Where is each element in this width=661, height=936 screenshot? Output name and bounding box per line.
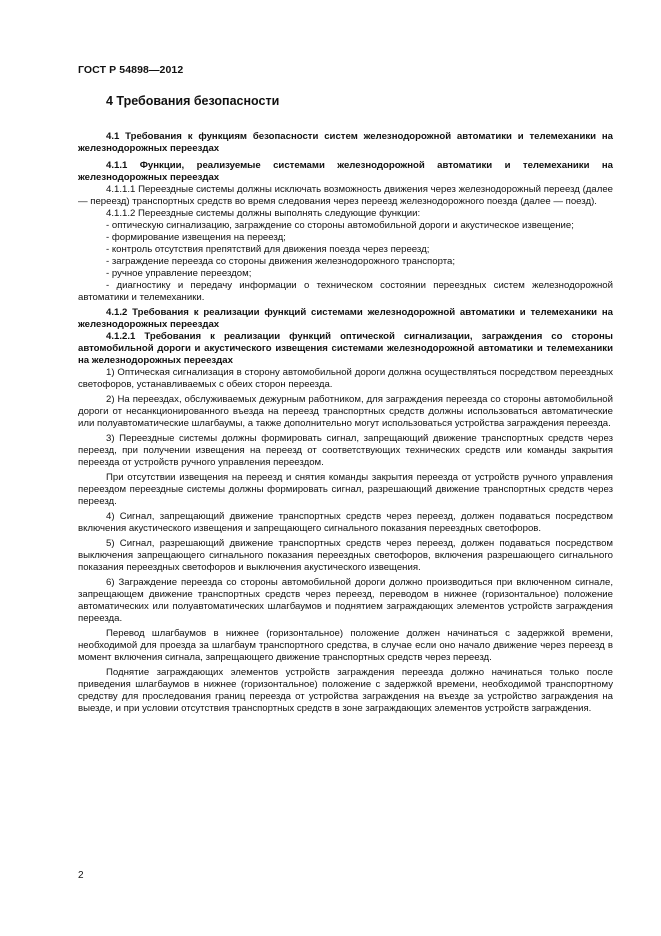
- paragraph: 4.1.1.2 Переездные системы должны выполнять следующие функции:: [106, 208, 421, 219]
- paragraph: 6) Заграждение переезда со стороны автомобильной дороги должно производиться при включенном сигнале, запрещающем движение транспортных средств через переезд, переводом в нижнее (горизонтальное) положение автоматических или полуавтоматических шлагбаумов и поднятием заграждающих элементов устройств заграждения переезда.: [78, 577, 613, 624]
- paragraph: 5) Сигнал, разрешающий движение транспортных средств через переезд, должен подаваться посредством выключения запрещающего сигнального показания переездных светофоров, включения разрешающего сигнального показания переездных светофоров и выключения акустического извещения.: [78, 538, 613, 573]
- paragraph: 2) На переездах, обслуживаемых дежурным работником, для заграждения переезда со стороны автомобильной дороги от несанкционированного въезда на переезд транспортных средств должны использоваться автоматические или полуавтоматические шлагбаумы, а также дополнительно могут использоваться устройства заграждения переезда.: [78, 394, 613, 429]
- paragraph: При отсутствии извещения на переезд и снятия команды закрытия переезда от устройств ручного управления переездом переездные системы должны формировать сигнал, разрешающий движение транспортных средств через переезд.: [78, 472, 613, 507]
- paragraph: 1) Оптическая сигнализация в сторону автомобильной дороги должна осуществляться посредством переездных светофоров, устанавливаемых с обеих сторон переезда.: [78, 367, 613, 390]
- paragraph: 4) Сигнал, запрещающий движение транспортных средств через переезд, должен подаваться посредством включения акустического извещения и запрещающего сигнального показания переездных светофоров.: [78, 511, 613, 534]
- document-body: [78, 94, 613, 715]
- subsection-heading: 4.1 Требования к функциям безопасности систем железнодорожной автоматики и телемеханики на железнодорожных переездах: [78, 131, 613, 154]
- subsection-heading: 4.1.2.1 Требования к реализации функций оптической сигнализации, заграждения со стороны автомобильной дороги и акустического извещения системами железнодорожной автоматики и телемеханики на железнодорожных переездах: [78, 331, 613, 366]
- list-item: - контроль отсутствия препятствий для движения поезда через переезд;: [106, 244, 430, 255]
- list-item: - ручное управление переездом;: [106, 268, 252, 279]
- list-item: - формирование извещения на переезд;: [106, 232, 286, 243]
- subsection-heading: 4.1.2 Требования к реализации функций системами железнодорожной автоматики и телемеханики на железнодорожных переездах: [78, 307, 613, 330]
- paragraph: 3) Переездные системы должны формировать сигнал, запрещающий движение транспортных средств через переезд, при получении извещения на переезд от соответствующих технических средств или команды закрытия переезда от устройств ручного управления переездом.: [78, 433, 613, 468]
- document-header: ГОСТ Р 54898—2012: [78, 64, 184, 76]
- page-number: 2: [78, 870, 84, 881]
- section-title: 4 Требования безопасности: [106, 94, 280, 108]
- list-item: - оптическую сигнализацию, заграждение со стороны автомобильной дороги и акустическое извещение;: [106, 220, 574, 231]
- paragraph: 4.1.1.1 Переездные системы должны исключать возможность движения через железнодорожный переезд (далее — переезд) транспортных средств во время следования через переезд железнодорожного поезда (далее — поезд).: [78, 184, 613, 207]
- paragraph: Поднятие заграждающих элементов устройств заграждения переезда должно начинаться только после приведения шлагбаумов в нижнее (горизонтальное) положение с задержкой времени, необходимой транспортному средству для проследования границ переезда от устройства заграждения на въезде за устройство заграждения на выезде, и при условии отсутствия транспортных средств в зоне заграждающих элементов устройств заграждения.: [78, 667, 613, 714]
- paragraph-list: [78, 131, 613, 715]
- list-item: - диагностику и передачу информации о техническом состоянии переездных систем железнодорожной автоматики и телемеханики.: [78, 280, 613, 303]
- list-item: - заграждение переезда со стороны движения железнодорожного транспорта;: [106, 256, 455, 267]
- subsection-heading: 4.1.1 Функции, реализуемые системами железнодорожной автоматики и телемеханики на железнодорожных переездах: [78, 160, 613, 183]
- paragraph: Перевод шлагбаумов в нижнее (горизонтальное) положение должен начинаться с задержкой времени, необходимой для проезда за шлагбаум транспортного средства, в случае если оно начало движение через переезд в момент включения сигнала, запрещающего движение транспортных средств через переезд.: [78, 628, 613, 663]
